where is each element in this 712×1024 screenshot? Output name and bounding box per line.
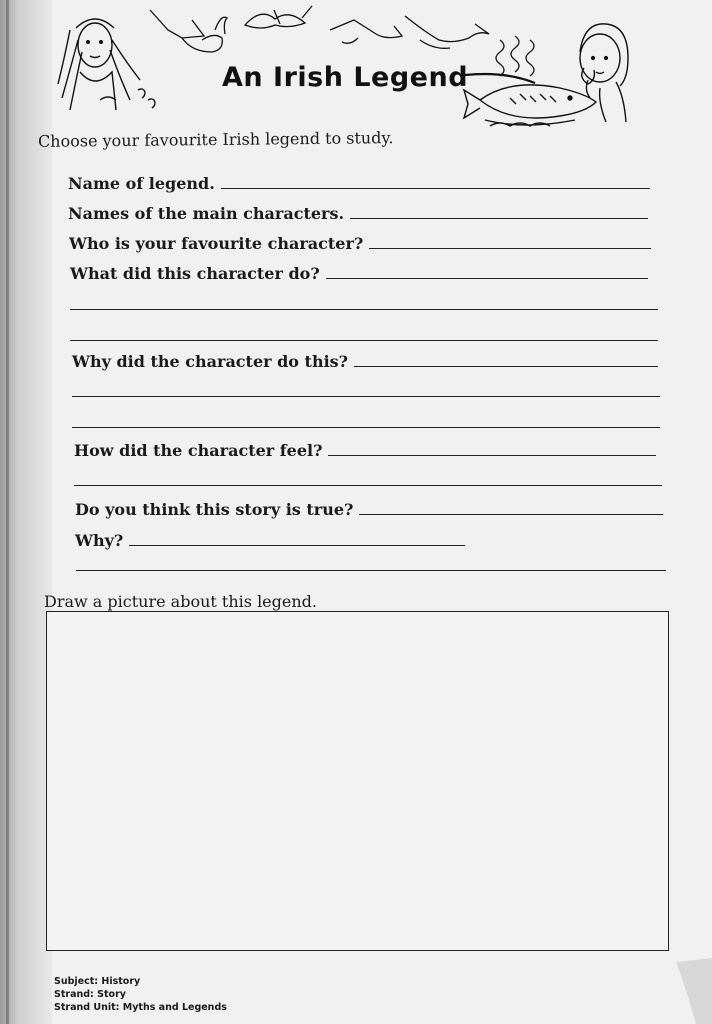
footer-subject — [54, 975, 227, 988]
answer-line[interactable] — [328, 454, 656, 456]
answer-line[interactable] — [72, 427, 660, 428]
answer-line[interactable] — [354, 365, 658, 367]
question-row-story-true — [75, 500, 663, 519]
answer-line[interactable] — [369, 247, 651, 249]
answer-line[interactable] — [350, 217, 648, 219]
question-label: Why? — [75, 531, 124, 550]
question-row-main-characters — [68, 204, 648, 223]
question-row-favourite-character — [69, 234, 651, 253]
footer-strand-unit — [54, 1001, 227, 1014]
strand-label: Strand: — [54, 989, 94, 1000]
answer-line[interactable] — [76, 570, 666, 571]
question-label: Do you think this story is true? — [75, 500, 354, 519]
question-row-what-did-character-do — [70, 264, 648, 283]
question-row-why — [75, 531, 465, 550]
swans-illustration — [150, 6, 489, 52]
question-label: Names of the main characters. — [68, 204, 345, 223]
drawing-box[interactable] — [46, 611, 669, 951]
page-binding-edge — [6, 0, 9, 1024]
curriculum-footer — [54, 975, 227, 1014]
page-title: An Irish Legend — [222, 62, 469, 93]
draw-instruction: Draw a picture about this legend. — [44, 592, 317, 611]
answer-line[interactable] — [74, 485, 662, 486]
strand-unit-label: Strand Unit: — [54, 1002, 120, 1013]
subject-label: Subject: — [54, 976, 99, 987]
question-label: Why did the character do this? — [72, 352, 349, 371]
question-label: Who is your favourite character? — [69, 234, 364, 253]
question-row-how-did-character-feel — [74, 441, 656, 460]
footer-strand — [54, 988, 227, 1001]
steam-illustration — [496, 36, 534, 76]
question-label: What did this character do? — [70, 264, 320, 283]
question-row-why-did-character — [72, 352, 658, 371]
child-figure-illustration — [580, 24, 628, 122]
question-row-legend-name — [68, 174, 650, 193]
answer-line[interactable] — [326, 277, 648, 279]
answer-line[interactable] — [129, 544, 465, 546]
answer-line[interactable] — [221, 187, 650, 189]
salmon-illustration — [464, 74, 596, 126]
strand-value: Story — [97, 989, 126, 1000]
legend-figure-illustration — [58, 19, 155, 110]
answer-line[interactable] — [72, 396, 660, 397]
strand-unit-value: Myths and Legends — [122, 1002, 227, 1013]
answer-line[interactable] — [70, 309, 658, 310]
subject-value: History — [101, 976, 141, 987]
question-label: Name of legend. — [68, 174, 215, 193]
answer-line[interactable] — [70, 340, 658, 341]
question-label: How did the character feel? — [74, 441, 323, 460]
page-corner-shadow — [676, 958, 712, 1024]
intro-instruction: Choose your favourite Irish legend to study. — [37, 128, 394, 151]
answer-line[interactable] — [359, 513, 663, 515]
